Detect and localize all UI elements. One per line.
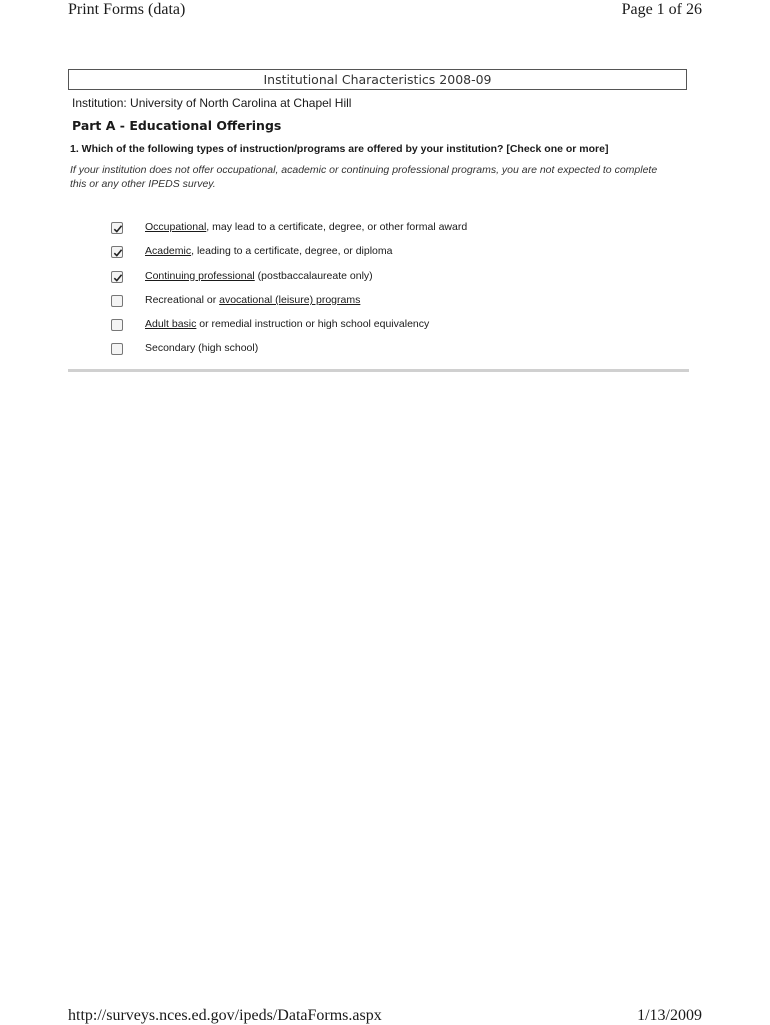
footer-url: http://surveys.nces.ed.gov/ipeds/DataForms.aspx <box>68 1007 382 1024</box>
academic-checkbox[interactable] <box>111 246 123 258</box>
checkmark-icon <box>112 223 124 235</box>
checkmark-icon <box>112 272 124 284</box>
academic-link[interactable]: Academic <box>145 245 192 258</box>
question-instructions: If your institution does not offer occupational, academic or continuing professional programs, you are not expected to complete this or any other IPEDS survey. <box>70 164 658 190</box>
option-label: Occupational, may lead to a certificate, degree, or other formal award <box>145 221 468 233</box>
continuing-professional-link[interactable]: Continuing professional <box>145 269 255 282</box>
avocational-link[interactable]: avocational (leisure) programs <box>219 293 361 306</box>
adult-basic-link[interactable]: Adult basic <box>145 318 197 331</box>
option-label: Academic, leading to a certificate, degree, or diploma <box>145 245 393 258</box>
form-title: Institutional Characteristics 2008-09 <box>68 69 687 90</box>
footer-date: 1/13/2009 <box>637 1007 702 1024</box>
page-number: Page 1 of 26 <box>621 1 702 18</box>
section-divider <box>68 369 689 372</box>
question-1: 1. Which of the following types of instruction/programs are offered by your institution? [Check one or more] <box>70 143 609 155</box>
part-a-heading: Part A - Educational Offerings <box>72 118 282 133</box>
option-label: Adult basic or remedial instruction or high school equivalency <box>145 318 430 331</box>
option-label: Recreational or avocational (leisure) programs <box>145 293 361 306</box>
option-label: Secondary (high school) <box>145 342 259 355</box>
secondary-checkbox[interactable] <box>111 343 123 355</box>
option-label: Continuing professional (postbaccalaureate only) <box>145 269 373 282</box>
continuing-professional-checkbox[interactable] <box>111 271 123 283</box>
occupational-checkbox[interactable] <box>111 222 123 234</box>
adult-basic-checkbox[interactable] <box>111 319 123 331</box>
institution-name: Institution: University of North Carolina at Chapel Hill <box>72 96 352 110</box>
occupational-link[interactable]: Occupational <box>145 221 207 233</box>
print-forms-title: Print Forms (data) <box>68 1 186 18</box>
recreational-checkbox[interactable] <box>111 295 123 307</box>
checkmark-icon <box>112 247 124 259</box>
